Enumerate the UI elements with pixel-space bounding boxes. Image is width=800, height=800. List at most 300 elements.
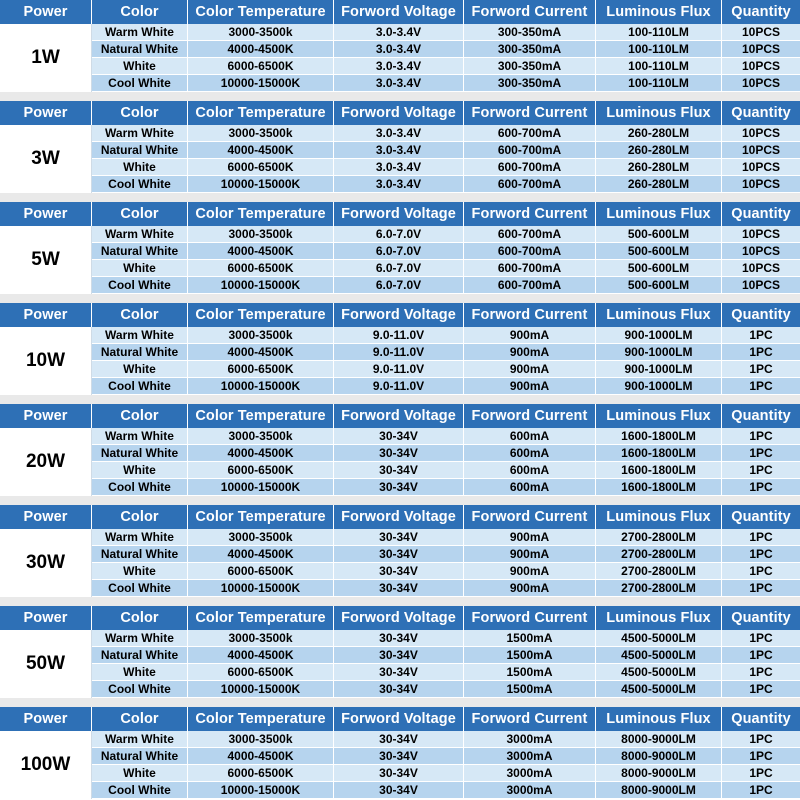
header-color-temperature: Color Temperature [188, 303, 334, 327]
cell-color: Warm White [92, 24, 188, 41]
cell-color-temperature: 6000-6500K [188, 361, 334, 378]
header-luminous-flux: Luminous Flux [596, 505, 722, 529]
cell-quantity: 1PC [722, 546, 800, 563]
table-row [92, 125, 800, 142]
cell-forward-current: 600-700mA [464, 260, 596, 277]
table-row [92, 462, 800, 479]
block-separator [0, 395, 800, 404]
header-color-temperature: Color Temperature [188, 606, 334, 630]
cell-color: White [92, 260, 188, 277]
cell-forward-voltage: 9.0-11.0V [334, 327, 464, 344]
cell-forward-voltage: 30-34V [334, 546, 464, 563]
header-row [0, 707, 800, 731]
cell-color-temperature: 4000-4500K [188, 445, 334, 462]
cell-forward-current: 900mA [464, 546, 596, 563]
table-row [92, 58, 800, 75]
cell-color-temperature: 6000-6500K [188, 765, 334, 782]
cell-forward-current: 600-700mA [464, 159, 596, 176]
header-color: Color [92, 0, 188, 24]
cell-color-temperature: 10000-15000K [188, 580, 334, 597]
header-color: Color [92, 303, 188, 327]
cell-forward-current: 600-700mA [464, 277, 596, 294]
cell-forward-current: 3000mA [464, 748, 596, 765]
header-forward-current: Forword Current [464, 606, 596, 630]
cell-color: White [92, 765, 188, 782]
cell-forward-current: 900mA [464, 327, 596, 344]
cell-forward-voltage: 30-34V [334, 630, 464, 647]
cell-forward-voltage: 30-34V [334, 664, 464, 681]
cell-forward-voltage: 6.0-7.0V [334, 277, 464, 294]
cell-quantity: 10PCS [722, 260, 800, 277]
cell-quantity: 1PC [722, 479, 800, 496]
cell-quantity: 1PC [722, 462, 800, 479]
table-row [92, 479, 800, 496]
cell-color: Warm White [92, 731, 188, 748]
cell-luminous-flux: 4500-5000LM [596, 681, 722, 698]
cell-forward-voltage: 6.0-7.0V [334, 260, 464, 277]
cell-color: White [92, 361, 188, 378]
cell-quantity: 1PC [722, 647, 800, 664]
header-quantity: Quantity [731, 4, 791, 20]
cell-color: Warm White [92, 529, 188, 546]
header-color-temperature: Color Temperature [188, 707, 334, 731]
cell-luminous-flux: 260-280LM [596, 176, 722, 193]
cell-color: Warm White [92, 125, 188, 142]
cell-quantity: 1PC [722, 731, 800, 748]
spec-block [0, 505, 800, 597]
cell-color-temperature: 4000-4500K [188, 546, 334, 563]
power-label: 30W [0, 529, 92, 597]
cell-forward-current: 900mA [464, 529, 596, 546]
cell-forward-current: 600mA [464, 445, 596, 462]
cell-quantity: 1PC [722, 748, 800, 765]
cell-forward-voltage: 30-34V [334, 782, 464, 799]
cell-forward-voltage: 30-34V [334, 479, 464, 496]
cell-quantity: 10PCS [722, 226, 800, 243]
cell-quantity: 10PCS [722, 142, 800, 159]
power-label: 10W [0, 327, 92, 395]
cell-forward-voltage: 30-34V [334, 765, 464, 782]
header-forward-voltage: Forword Voltage [334, 303, 464, 327]
block-separator [0, 294, 800, 303]
cell-luminous-flux: 100-110LM [596, 41, 722, 58]
table-row [92, 664, 800, 681]
cell-color: Natural White [92, 748, 188, 765]
cell-color-temperature: 4000-4500K [188, 142, 334, 159]
cell-luminous-flux: 8000-9000LM [596, 765, 722, 782]
header-forward-voltage: Forword Voltage [334, 404, 464, 428]
block-separator [0, 698, 800, 707]
cell-color: Natural White [92, 142, 188, 159]
cell-color: White [92, 159, 188, 176]
cell-forward-current: 900mA [464, 344, 596, 361]
header-color-temperature: Color Temperature [188, 0, 334, 24]
header-power: Power [0, 404, 92, 428]
block-separator [0, 496, 800, 505]
table-row [92, 529, 800, 546]
cell-color: Cool White [92, 277, 188, 294]
header-quantity: Quantity [731, 711, 791, 727]
cell-color-temperature: 3000-3500k [188, 24, 334, 41]
cell-color: Warm White [92, 327, 188, 344]
cell-forward-current: 300-350mA [464, 41, 596, 58]
header-quantity: Quantity [731, 307, 791, 323]
cell-color: Natural White [92, 243, 188, 260]
cell-luminous-flux: 100-110LM [596, 58, 722, 75]
cell-quantity: 10PCS [722, 125, 800, 142]
table-row [92, 731, 800, 748]
table-row [92, 75, 800, 92]
table-row [92, 226, 800, 243]
cell-color: White [92, 462, 188, 479]
block-separator [0, 597, 800, 606]
cell-quantity: 1PC [722, 664, 800, 681]
cell-luminous-flux: 500-600LM [596, 277, 722, 294]
cell-forward-voltage: 3.0-3.4V [334, 176, 464, 193]
spec-block [0, 606, 800, 698]
cell-color-temperature: 4000-4500K [188, 647, 334, 664]
cell-forward-current: 600-700mA [464, 176, 596, 193]
cell-luminous-flux: 8000-9000LM [596, 748, 722, 765]
cell-forward-current: 300-350mA [464, 24, 596, 41]
header-color: Color [92, 707, 188, 731]
cell-forward-current: 1500mA [464, 630, 596, 647]
cell-color-temperature: 10000-15000K [188, 681, 334, 698]
cell-luminous-flux: 1600-1800LM [596, 445, 722, 462]
block-separator [0, 92, 800, 101]
cell-forward-voltage: 3.0-3.4V [334, 58, 464, 75]
cell-color: Natural White [92, 41, 188, 58]
cell-forward-current: 600mA [464, 462, 596, 479]
header-power: Power [0, 303, 92, 327]
cell-forward-current: 600-700mA [464, 125, 596, 142]
cell-color: White [92, 664, 188, 681]
cell-forward-current: 3000mA [464, 782, 596, 799]
table-row [92, 580, 800, 597]
cell-forward-voltage: 3.0-3.4V [334, 159, 464, 176]
cell-forward-voltage: 9.0-11.0V [334, 344, 464, 361]
table-row [92, 563, 800, 580]
table-row [92, 782, 800, 799]
table-row [92, 260, 800, 277]
cell-color-temperature: 3000-3500k [188, 529, 334, 546]
header-forward-current: Forword Current [464, 202, 596, 226]
header-row [0, 505, 800, 529]
cell-color: Cool White [92, 75, 188, 92]
cell-forward-voltage: 3.0-3.4V [334, 125, 464, 142]
cell-quantity: 1PC [722, 361, 800, 378]
table-row [92, 344, 800, 361]
cell-forward-voltage: 6.0-7.0V [334, 243, 464, 260]
cell-luminous-flux: 8000-9000LM [596, 731, 722, 748]
cell-forward-current: 1500mA [464, 647, 596, 664]
header-quantity: Quantity [731, 509, 791, 525]
cell-color: Warm White [92, 226, 188, 243]
cell-forward-current: 900mA [464, 378, 596, 395]
table-row [92, 681, 800, 698]
cell-color-temperature: 3000-3500k [188, 428, 334, 445]
cell-color-temperature: 3000-3500k [188, 125, 334, 142]
header-forward-current: Forword Current [464, 0, 596, 24]
cell-luminous-flux: 500-600LM [596, 226, 722, 243]
cell-color: White [92, 563, 188, 580]
header-forward-voltage: Forword Voltage [334, 202, 464, 226]
power-label: 50W [0, 630, 92, 698]
header-luminous-flux: Luminous Flux [596, 606, 722, 630]
header-forward-voltage: Forword Voltage [334, 101, 464, 125]
header-forward-voltage: Forword Voltage [334, 0, 464, 24]
power-label: 100W [0, 731, 92, 799]
cell-quantity: 1PC [722, 344, 800, 361]
header-power: Power [0, 505, 92, 529]
header-luminous-flux: Luminous Flux [596, 303, 722, 327]
cell-color: Natural White [92, 647, 188, 664]
table-row [92, 41, 800, 58]
header-row [0, 0, 800, 24]
spec-block [0, 303, 800, 395]
table-row [92, 748, 800, 765]
table-row [92, 647, 800, 664]
cell-forward-voltage: 6.0-7.0V [334, 226, 464, 243]
spec-block [0, 707, 800, 799]
cell-color-temperature: 3000-3500k [188, 731, 334, 748]
table-row [92, 24, 800, 41]
table-row [92, 428, 800, 445]
cell-color: Warm White [92, 630, 188, 647]
cell-luminous-flux: 1600-1800LM [596, 479, 722, 496]
cell-forward-current: 600-700mA [464, 226, 596, 243]
cell-color-temperature: 3000-3500k [188, 327, 334, 344]
table-row [92, 159, 800, 176]
cell-color-temperature: 6000-6500K [188, 159, 334, 176]
cell-color-temperature: 10000-15000K [188, 782, 334, 799]
table-row [92, 327, 800, 344]
table-row [92, 546, 800, 563]
spec-block [0, 0, 800, 92]
header-quantity: Quantity [731, 206, 791, 222]
header-row [0, 303, 800, 327]
header-row [0, 202, 800, 226]
header-quantity: Quantity [731, 610, 791, 626]
header-row [0, 404, 800, 428]
cell-quantity: 10PCS [722, 159, 800, 176]
header-luminous-flux: Luminous Flux [596, 202, 722, 226]
header-power: Power [0, 202, 92, 226]
cell-color: Cool White [92, 378, 188, 395]
cell-color: Cool White [92, 176, 188, 193]
cell-quantity: 1PC [722, 580, 800, 597]
cell-forward-current: 600-700mA [464, 243, 596, 260]
cell-forward-voltage: 3.0-3.4V [334, 41, 464, 58]
table-row [92, 277, 800, 294]
cell-forward-voltage: 30-34V [334, 580, 464, 597]
cell-quantity: 1PC [722, 681, 800, 698]
cell-luminous-flux: 500-600LM [596, 260, 722, 277]
cell-forward-current: 600-700mA [464, 142, 596, 159]
cell-luminous-flux: 8000-9000LM [596, 782, 722, 799]
cell-forward-current: 600mA [464, 428, 596, 445]
table-row [92, 630, 800, 647]
header-color: Color [92, 101, 188, 125]
cell-luminous-flux: 1600-1800LM [596, 462, 722, 479]
cell-forward-current: 900mA [464, 563, 596, 580]
cell-forward-voltage: 30-34V [334, 681, 464, 698]
cell-color-temperature: 4000-4500K [188, 344, 334, 361]
cell-forward-current: 600mA [464, 479, 596, 496]
header-forward-current: Forword Current [464, 707, 596, 731]
header-luminous-flux: Luminous Flux [596, 101, 722, 125]
header-row [0, 606, 800, 630]
cell-quantity: 10PCS [722, 58, 800, 75]
table-row [92, 176, 800, 193]
cell-color-temperature: 4000-4500K [188, 243, 334, 260]
table-row [92, 142, 800, 159]
cell-forward-current: 300-350mA [464, 75, 596, 92]
cell-color-temperature: 10000-15000K [188, 378, 334, 395]
cell-luminous-flux: 4500-5000LM [596, 664, 722, 681]
cell-forward-current: 1500mA [464, 681, 596, 698]
table-row [92, 765, 800, 782]
cell-quantity: 1PC [722, 765, 800, 782]
cell-luminous-flux: 900-1000LM [596, 361, 722, 378]
header-power: Power [0, 101, 92, 125]
cell-color: White [92, 58, 188, 75]
table-row [92, 445, 800, 462]
header-forward-current: Forword Current [464, 505, 596, 529]
header-color-temperature: Color Temperature [188, 101, 334, 125]
cell-quantity: 1PC [722, 445, 800, 462]
cell-quantity: 10PCS [722, 243, 800, 260]
cell-color-temperature: 6000-6500K [188, 58, 334, 75]
cell-quantity: 1PC [722, 630, 800, 647]
header-luminous-flux: Luminous Flux [596, 404, 722, 428]
cell-quantity: 1PC [722, 782, 800, 799]
cell-luminous-flux: 260-280LM [596, 159, 722, 176]
header-luminous-flux: Luminous Flux [596, 707, 722, 731]
cell-luminous-flux: 260-280LM [596, 142, 722, 159]
power-label: 5W [0, 226, 92, 294]
cell-forward-voltage: 30-34V [334, 748, 464, 765]
cell-color-temperature: 6000-6500K [188, 462, 334, 479]
cell-color: Cool White [92, 580, 188, 597]
header-power: Power [0, 606, 92, 630]
cell-luminous-flux: 500-600LM [596, 243, 722, 260]
block-separator [0, 193, 800, 202]
cell-color-temperature: 10000-15000K [188, 176, 334, 193]
spec-block [0, 404, 800, 496]
cell-forward-current: 900mA [464, 580, 596, 597]
cell-forward-voltage: 3.0-3.4V [334, 24, 464, 41]
power-label: 1W [0, 24, 92, 92]
cell-color: Warm White [92, 428, 188, 445]
cell-forward-voltage: 9.0-11.0V [334, 361, 464, 378]
cell-quantity: 10PCS [722, 75, 800, 92]
cell-quantity: 10PCS [722, 41, 800, 58]
header-color: Color [92, 202, 188, 226]
cell-forward-current: 300-350mA [464, 58, 596, 75]
header-color-temperature: Color Temperature [188, 404, 334, 428]
cell-color: Natural White [92, 344, 188, 361]
cell-forward-current: 900mA [464, 361, 596, 378]
cell-forward-voltage: 30-34V [334, 731, 464, 748]
cell-luminous-flux: 100-110LM [596, 75, 722, 92]
cell-color-temperature: 3000-3500k [188, 630, 334, 647]
cell-luminous-flux: 2700-2800LM [596, 563, 722, 580]
header-color: Color [92, 505, 188, 529]
header-forward-current: Forword Current [464, 303, 596, 327]
cell-quantity: 10PCS [722, 277, 800, 294]
power-label: 3W [0, 125, 92, 193]
cell-color-temperature: 10000-15000K [188, 75, 334, 92]
cell-luminous-flux: 2700-2800LM [596, 546, 722, 563]
cell-color: Natural White [92, 445, 188, 462]
cell-forward-voltage: 3.0-3.4V [334, 142, 464, 159]
header-color: Color [92, 606, 188, 630]
cell-luminous-flux: 4500-5000LM [596, 647, 722, 664]
table-row [92, 243, 800, 260]
cell-forward-voltage: 30-34V [334, 563, 464, 580]
header-luminous-flux: Luminous Flux [596, 0, 722, 24]
cell-luminous-flux: 2700-2800LM [596, 580, 722, 597]
header-quantity: Quantity [731, 105, 791, 121]
cell-forward-voltage: 3.0-3.4V [334, 75, 464, 92]
cell-color: Cool White [92, 782, 188, 799]
power-label: 20W [0, 428, 92, 496]
spec-block [0, 202, 800, 294]
cell-color-temperature: 6000-6500K [188, 260, 334, 277]
header-color-temperature: Color Temperature [188, 505, 334, 529]
cell-color-temperature: 3000-3500k [188, 226, 334, 243]
cell-color-temperature: 10000-15000K [188, 277, 334, 294]
cell-quantity: 1PC [722, 529, 800, 546]
cell-color: Cool White [92, 681, 188, 698]
header-forward-current: Forword Current [464, 101, 596, 125]
cell-quantity: 1PC [722, 428, 800, 445]
header-forward-current: Forword Current [464, 404, 596, 428]
cell-luminous-flux: 900-1000LM [596, 344, 722, 361]
cell-luminous-flux: 900-1000LM [596, 378, 722, 395]
header-power: Power [0, 707, 92, 731]
table-row [92, 361, 800, 378]
cell-forward-voltage: 9.0-11.0V [334, 378, 464, 395]
cell-quantity: 10PCS [722, 24, 800, 41]
cell-color-temperature: 4000-4500K [188, 41, 334, 58]
cell-color: Cool White [92, 479, 188, 496]
cell-luminous-flux: 100-110LM [596, 24, 722, 41]
header-forward-voltage: Forword Voltage [334, 505, 464, 529]
cell-quantity: 10PCS [722, 176, 800, 193]
header-power: Power [0, 0, 92, 24]
cell-forward-voltage: 30-34V [334, 647, 464, 664]
cell-color: Natural White [92, 546, 188, 563]
cell-luminous-flux: 260-280LM [596, 125, 722, 142]
cell-color-temperature: 6000-6500K [188, 563, 334, 580]
cell-forward-voltage: 30-34V [334, 428, 464, 445]
cell-forward-voltage: 30-34V [334, 529, 464, 546]
cell-quantity: 1PC [722, 563, 800, 580]
cell-luminous-flux: 2700-2800LM [596, 529, 722, 546]
cell-forward-current: 3000mA [464, 765, 596, 782]
cell-forward-current: 3000mA [464, 731, 596, 748]
cell-luminous-flux: 1600-1800LM [596, 428, 722, 445]
table-row [92, 378, 800, 395]
header-forward-voltage: Forword Voltage [334, 606, 464, 630]
cell-quantity: 1PC [722, 327, 800, 344]
cell-luminous-flux: 900-1000LM [596, 327, 722, 344]
header-forward-voltage: Forword Voltage [334, 707, 464, 731]
cell-color-temperature: 6000-6500K [188, 664, 334, 681]
header-color: Color [92, 404, 188, 428]
